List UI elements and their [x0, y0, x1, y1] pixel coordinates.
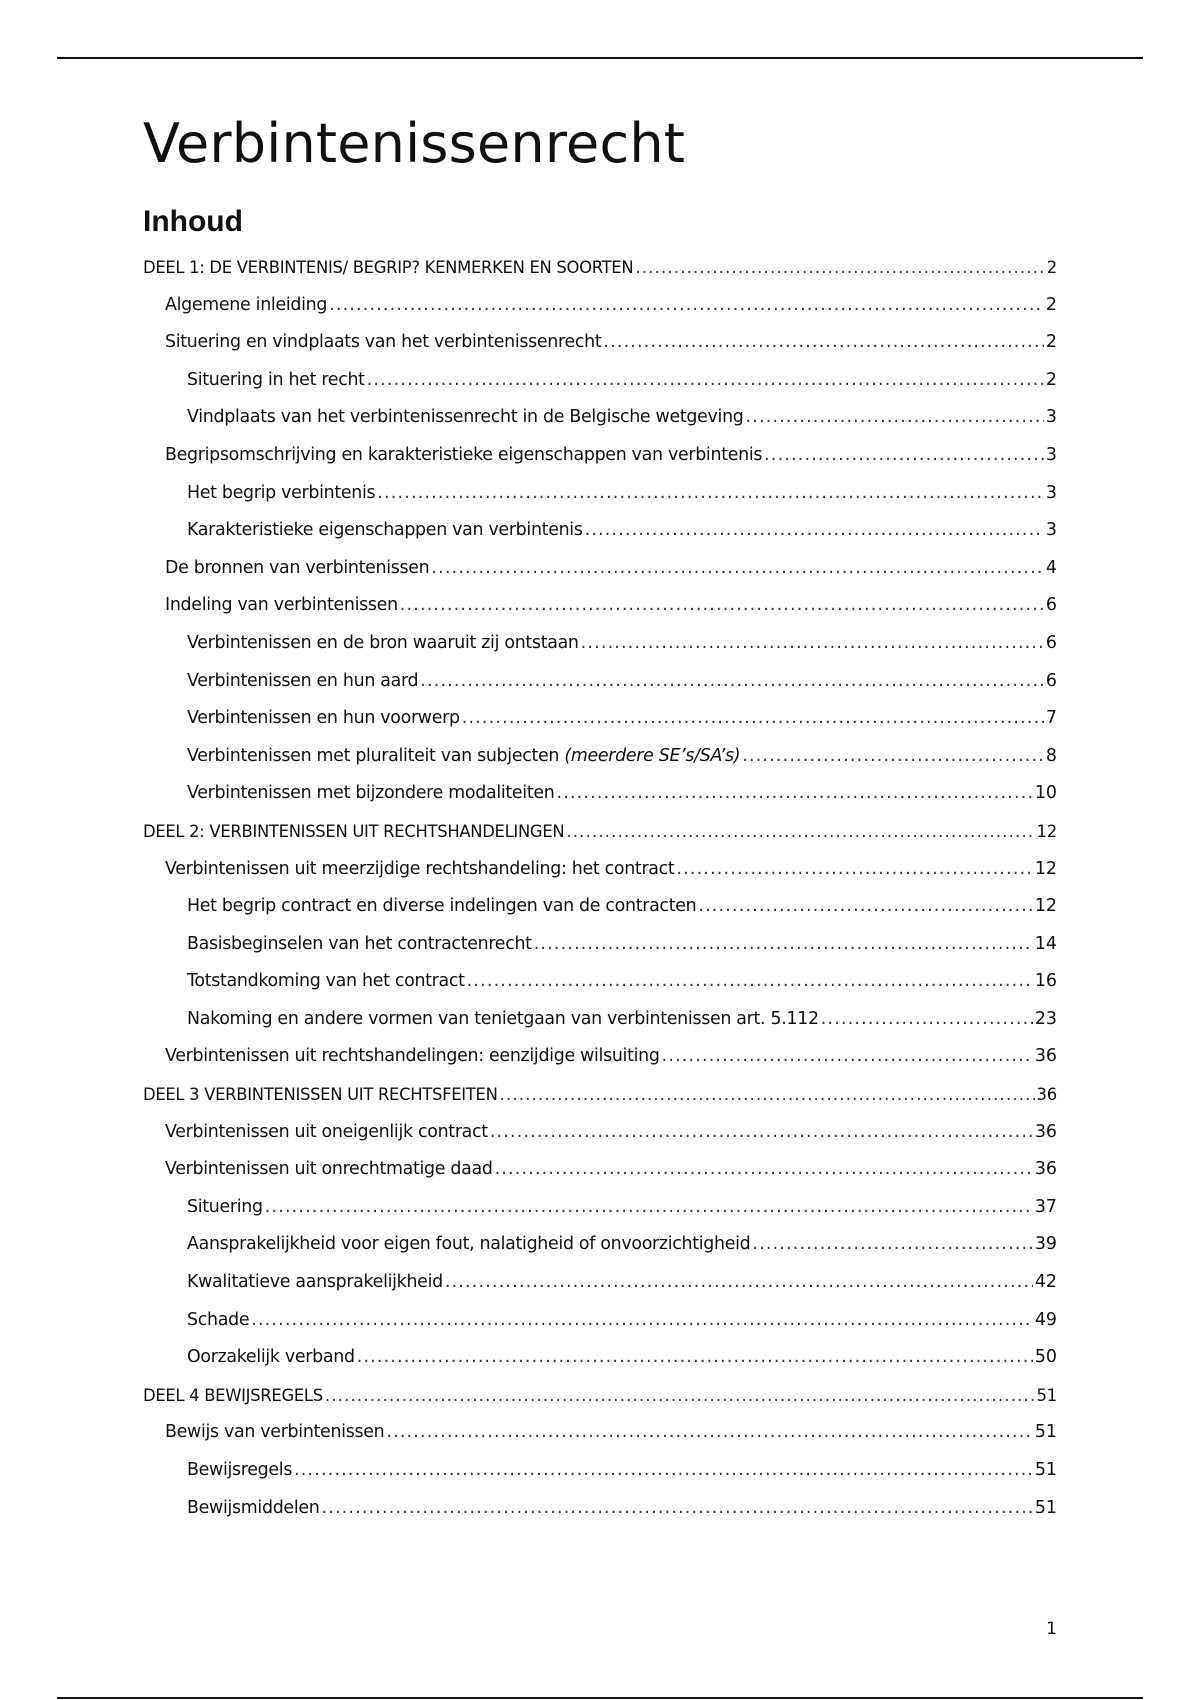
toc-dot-leader — [764, 437, 1044, 475]
toc-page-number: 51 — [1034, 1460, 1057, 1480]
toc-dot-leader — [635, 249, 1044, 287]
toc-dot-leader — [251, 1302, 1033, 1340]
toc-entry-title — [187, 700, 460, 738]
toc-entry-title — [165, 550, 429, 588]
toc-entry[interactable] — [143, 1038, 1057, 1076]
toc-entry-title — [187, 625, 579, 663]
toc-entry[interactable] — [143, 813, 1057, 851]
toc-page-number: 8 — [1045, 745, 1057, 766]
toc-page-number: 16 — [1034, 971, 1057, 992]
toc-page-number: 12 — [1034, 896, 1057, 917]
toc-entry[interactable] — [143, 1076, 1057, 1114]
toc-dot-leader — [662, 1038, 1033, 1076]
toc-entry-title — [165, 287, 327, 325]
toc-entry-text: Verbintenissen uit rechtshandelingen: eenzijdige wilsuiting — [165, 1046, 660, 1067]
toc-page-number: 36 — [1034, 1121, 1057, 1142]
toc-page-number: 49 — [1034, 1309, 1057, 1330]
toc-entry[interactable] — [143, 1151, 1057, 1189]
toc-entry[interactable] — [143, 1264, 1057, 1302]
toc-page-number: 6 — [1045, 632, 1057, 653]
toc-page-number: 3 — [1045, 482, 1057, 503]
toc-page-number: 50 — [1034, 1347, 1057, 1368]
toc-page-number: 2 — [1046, 258, 1057, 277]
toc-entry-text: Bewijsmiddelen — [187, 1497, 320, 1518]
toc-dot-leader — [534, 926, 1033, 964]
toc-entry-title — [187, 775, 554, 813]
toc-entry-text: Situering — [187, 1196, 263, 1217]
toc-entry-title — [143, 1377, 323, 1415]
toc-entry[interactable] — [143, 362, 1057, 400]
toc-dot-leader — [742, 738, 1044, 776]
toc-entry-text: Verbintenissen en hun aard — [187, 670, 419, 691]
toc-entry-text: Verbintenissen uit onrechtmatige daad — [165, 1159, 493, 1180]
toc-page-number: 42 — [1034, 1272, 1057, 1293]
toc-dot-leader — [495, 1151, 1033, 1189]
toc-dot-leader — [377, 475, 1044, 513]
header-rule — [57, 57, 1143, 59]
toc-entry-text: Algemene inleiding — [165, 294, 328, 315]
toc-page-number: 51 — [1034, 1422, 1057, 1443]
toc-entry-title — [143, 249, 633, 287]
toc-entry-title — [187, 963, 465, 1001]
toc-entry[interactable] — [143, 1302, 1057, 1340]
toc-entry-title — [187, 738, 740, 776]
toc-entry-text: Verbintenissen en hun voorwerp — [187, 708, 460, 729]
toc-entry[interactable] — [143, 437, 1057, 475]
toc-dot-leader — [467, 963, 1033, 1001]
page-number: 1 — [1046, 1619, 1057, 1639]
toc-entry[interactable] — [143, 1452, 1057, 1490]
toc-entry[interactable] — [143, 1414, 1057, 1452]
toc-entry[interactable] — [143, 625, 1057, 663]
toc-dot-leader — [367, 362, 1044, 400]
toc-entry-title — [187, 926, 532, 964]
toc-entry[interactable] — [143, 963, 1057, 1001]
toc-entry-title — [187, 888, 696, 926]
toc-page-number: 3 — [1045, 407, 1057, 428]
toc-entry-title — [187, 1490, 319, 1528]
toc-entry-text: Oorzakelijk verband — [187, 1347, 355, 1368]
toc-entry-text: Nakoming en andere vormen van tenietgaan van verbintenissen art. 5.112 — [187, 1008, 819, 1029]
toc-entry-text: De bronnen van verbintenissen — [165, 557, 430, 578]
toc-entry-title — [187, 475, 375, 513]
toc-entry-title — [187, 1452, 292, 1490]
toc-entry[interactable] — [143, 1001, 1057, 1039]
toc-entry-title — [187, 362, 365, 400]
toc-entry[interactable] — [143, 324, 1057, 362]
toc-page-number: 6 — [1045, 670, 1057, 691]
toc-page-number: 14 — [1034, 933, 1057, 954]
toc-entry-text: Verbintenissen met pluraliteit van subjecten — [187, 745, 565, 766]
toc-entry[interactable] — [143, 1490, 1057, 1528]
toc-entry-title — [187, 1189, 263, 1227]
toc-entry-text: Bewijsregels — [187, 1460, 293, 1480]
toc-dot-leader — [400, 587, 1044, 625]
toc-dot-leader — [462, 700, 1044, 738]
toc-entry-title — [187, 1226, 750, 1264]
toc-entry-text: DEEL 4 BEWIJSREGELS — [143, 1385, 323, 1405]
toc-dot-leader — [752, 1226, 1032, 1264]
toc-entry-title — [187, 399, 744, 437]
toc-page-number: 2 — [1045, 332, 1057, 353]
toc-entry-title — [165, 437, 762, 475]
toc-entry-title — [165, 1151, 493, 1189]
toc-dot-leader — [821, 1001, 1033, 1039]
toc-entry[interactable] — [143, 550, 1057, 588]
toc-page-number: 2 — [1045, 294, 1057, 315]
toc-dot-leader — [420, 663, 1044, 701]
toc-page-number: 36 — [1034, 1046, 1057, 1067]
toc-entry[interactable] — [143, 1377, 1057, 1415]
toc-dot-leader — [490, 1114, 1033, 1152]
footer-rule — [57, 1697, 1143, 1699]
toc-entry[interactable] — [143, 399, 1057, 437]
toc-entry-title — [187, 1264, 443, 1302]
toc-entry-text: Verbintenissen uit meerzijdige rechtshandeling: het contract — [165, 858, 675, 879]
toc-dot-leader — [676, 851, 1032, 889]
toc-entry[interactable] — [143, 512, 1057, 550]
toc-entry-text: Bewijs van verbintenissen — [165, 1422, 385, 1443]
toc-dot-leader — [581, 625, 1044, 663]
toc-entry-note: (meerdere SE’s/SA’s) — [564, 745, 741, 766]
toc-entry-text: Kwalitatieve aansprakelijkheid — [187, 1272, 443, 1293]
toc-entry-text: Vindplaats van het verbintenissenrecht in de Belgische wetgeving — [187, 407, 744, 428]
toc-dot-leader — [500, 1076, 1035, 1114]
toc-page-number: 39 — [1034, 1234, 1057, 1255]
toc-entry-text: Verbintenissen met bijzondere modaliteiten — [187, 783, 555, 804]
toc-entry[interactable] — [143, 663, 1057, 701]
toc-entry[interactable] — [143, 738, 1057, 776]
toc-entry-title — [143, 813, 564, 851]
toc-entry-text: Totstandkoming van het contract — [187, 971, 465, 992]
toc-entry[interactable] — [143, 888, 1057, 926]
toc-page-number: 10 — [1034, 783, 1057, 804]
toc-page-number: 12 — [1036, 821, 1057, 841]
toc-entry[interactable] — [143, 1189, 1057, 1227]
toc-entry[interactable] — [143, 700, 1057, 738]
toc-entry-title — [187, 1339, 355, 1377]
toc-entry-text: Het begrip contract en diverse indelingen van de contracten — [187, 896, 697, 917]
toc-entry[interactable] — [143, 1114, 1057, 1152]
toc-entry-title — [165, 1414, 384, 1452]
toc-entry-text: Indeling van verbintenissen — [165, 595, 398, 616]
toc-entry-text: Aansprakelijkheid voor eigen fout, nalatigheid of onvoorzichtigheid — [187, 1234, 751, 1255]
toc-entry[interactable] — [143, 926, 1057, 964]
toc-entry-text: DEEL 3 VERBINTENISSEN UIT RECHTSFEITEN — [143, 1085, 498, 1105]
toc-entry-title — [187, 663, 418, 701]
toc-entry-title — [187, 1302, 249, 1340]
toc-entry[interactable] — [143, 249, 1057, 287]
toc-entry[interactable] — [143, 1339, 1057, 1377]
toc-dot-leader — [556, 775, 1032, 813]
toc-entry[interactable] — [143, 587, 1057, 625]
toc-dot-leader — [321, 1490, 1032, 1528]
toc-entry-title — [165, 851, 674, 889]
toc-dot-leader — [566, 813, 1034, 851]
toc-entry-text: Karakteristieke eigenschappen van verbintenis — [187, 520, 583, 541]
toc-entry-title — [187, 1001, 819, 1039]
toc-dot-leader — [325, 1377, 1035, 1415]
toc-page-number: 51 — [1036, 1385, 1057, 1405]
toc-entry-text: Het begrip verbintenis — [187, 482, 376, 503]
document-title: Verbintenissenrecht — [143, 112, 686, 175]
toc-entry-title — [165, 1114, 488, 1152]
toc-page-number: 6 — [1045, 595, 1057, 616]
toc-entry-title — [187, 512, 583, 550]
toc-entry[interactable] — [143, 775, 1057, 813]
toc-page-number: 4 — [1045, 557, 1057, 578]
toc-entry-text: Basisbeginselen van het contractenrecht — [187, 933, 532, 954]
toc-heading: Inhoud — [143, 205, 243, 238]
toc-entry-title — [143, 1076, 498, 1114]
toc-page-number: 51 — [1034, 1497, 1057, 1518]
toc-dot-leader — [585, 512, 1044, 550]
toc-dot-leader — [431, 550, 1044, 588]
toc-entry-text: Verbintenissen uit oneigenlijk contract — [165, 1121, 488, 1142]
toc-entry-title — [165, 1038, 660, 1076]
toc-entry-text: Situering en vindplaats van het verbintenissenrecht — [165, 332, 602, 353]
toc-dot-leader — [386, 1414, 1033, 1452]
toc-entry[interactable] — [143, 287, 1057, 325]
toc-entry-title — [165, 324, 601, 362]
toc-dot-leader — [746, 399, 1044, 437]
toc-page-number: 3 — [1045, 444, 1057, 465]
toc-entry-title — [165, 587, 398, 625]
toc-page-number: 36 — [1036, 1085, 1057, 1105]
toc-dot-leader — [265, 1189, 1033, 1227]
toc-dot-leader — [357, 1339, 1033, 1377]
toc-page-number: 12 — [1034, 858, 1057, 879]
toc-entry-text: Verbintenissen en de bron waaruit zij ontstaan — [187, 632, 579, 653]
toc-entry-text: Schade — [187, 1309, 250, 1330]
toc-entry-text: Situering in het recht — [187, 369, 365, 390]
toc-entry[interactable] — [143, 1226, 1057, 1264]
toc-page-number: 3 — [1045, 520, 1057, 541]
toc-entry-text: DEEL 2: VERBINTENISSEN UIT RECHTSHANDELINGEN — [143, 821, 565, 841]
toc-dot-leader — [603, 324, 1044, 362]
toc-dot-leader — [445, 1264, 1033, 1302]
toc-page-number: 7 — [1045, 708, 1057, 729]
toc-page-number: 23 — [1034, 1008, 1057, 1029]
toc-entry-text: DEEL 1: DE VERBINTENIS/ BEGRIP? KENMERKEN EN SOORTEN — [143, 258, 634, 277]
toc-dot-leader — [698, 888, 1033, 926]
toc-dot-leader — [294, 1452, 1033, 1490]
toc-entry[interactable] — [143, 475, 1057, 513]
toc-entry[interactable] — [143, 851, 1057, 889]
toc-page-number: 36 — [1034, 1159, 1057, 1180]
table-of-contents — [143, 249, 1057, 1527]
toc-entry-text: Begripsomschrijving en karakteristieke eigenschappen van verbintenis — [165, 444, 763, 465]
toc-dot-leader — [329, 287, 1044, 325]
toc-page-number: 2 — [1045, 369, 1057, 390]
toc-page-number: 37 — [1034, 1196, 1057, 1217]
